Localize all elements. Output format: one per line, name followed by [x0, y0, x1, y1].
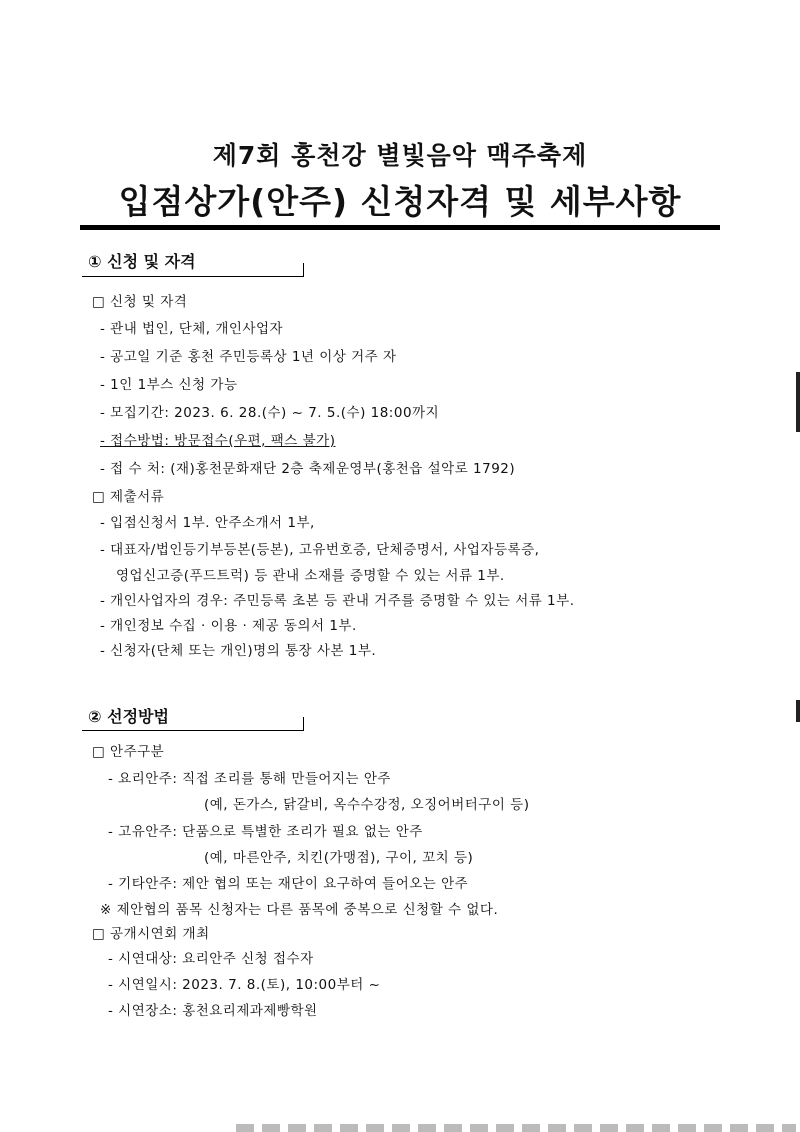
s2-line: - 시연대상: 요리안주 신청 접수자	[108, 951, 314, 967]
s1-line: - 1인 1부스 신청 가능	[100, 377, 238, 393]
s2-line: - 고유안주: 단품으로 특별한 조리가 필요 없는 안주	[108, 824, 423, 840]
s2-line: □ 안주구분	[92, 744, 165, 760]
scan-edge-mark	[796, 372, 800, 432]
s1-line: - 관내 법인, 단체, 개인사업자	[100, 321, 284, 337]
bleed-through-text	[236, 1124, 796, 1132]
document-title: 입점상가(안주) 신청자격 및 세부사항	[118, 182, 682, 221]
s1-line: - 개인사업자의 경우: 주민등록 초본 등 관내 거주를 증명할 수 있는 서류 1부.	[100, 593, 575, 609]
s2-line: - 시연일시: 2023. 7. 8.(토), 10:00부터 ~	[108, 977, 381, 993]
s2-line: - 요리안주: 직접 조리를 통해 만들어지는 안주	[108, 771, 391, 787]
document-subtitle: 제7회 홍천강 별빛음악 맥주축제	[212, 141, 588, 170]
scan-edge-mark	[796, 700, 800, 722]
s1-line-underlined: - 접수방법: 방문접수(우편, 팩스 불가)	[100, 433, 336, 449]
s1-line: - 접 수 처: (재)홍천문화재단 2층 축제운영부(홍천읍 설악로 1792)	[100, 461, 516, 477]
s1-line: - 입점신청서 1부. 안주소개서 1부,	[100, 515, 315, 531]
s1-line: - 공고일 기준 홍천 주민등록상 1년 이상 거주 자	[100, 349, 397, 365]
s1-line: 영업신고증(푸드트럭) 등 관내 소재를 증명할 수 있는 서류 1부.	[116, 568, 505, 584]
s2-line: - 시연장소: 홍천요리제과제빵학원	[108, 1003, 318, 1019]
section2-underline	[82, 730, 304, 731]
s1-line: - 신청자(단체 또는 개인)명의 통장 사본 1부.	[100, 643, 377, 659]
section2-heading: ② 선정방법	[88, 707, 169, 726]
s2-line: (예, 마른안주, 치킨(가맹점), 구이, 꼬치 등)	[204, 850, 474, 866]
s2-line: - 기타안주: 제안 협의 또는 재단이 요구하여 들어오는 안주	[108, 876, 469, 892]
s2-line: (예, 돈가스, 닭갈비, 옥수수강정, 오징어버터구이 등)	[204, 797, 530, 813]
s2-line: □ 공개시연회 개최	[92, 926, 210, 942]
section2-tick	[303, 717, 304, 731]
title-rule	[80, 225, 720, 230]
s1-line: - 대표자/법인등기부등본(등본), 고유번호증, 단체증명서, 사업자등록증,	[100, 542, 540, 558]
s1-line: □ 제출서류	[92, 489, 165, 505]
s1-line: □ 신청 및 자격	[92, 294, 188, 310]
s1-line: - 개인정보 수집 · 이용 · 제공 동의서 1부.	[100, 618, 357, 634]
section1-heading: ① 신청 및 자격	[88, 252, 196, 271]
section1-tick	[303, 263, 304, 277]
s1-line: - 모집기간: 2023. 6. 28.(수) ~ 7. 5.(수) 18:00까지	[100, 405, 440, 421]
section1-underline	[82, 276, 304, 277]
s2-note: ※ 제안협의 품목 신청자는 다른 품목에 중복으로 신청할 수 없다.	[100, 902, 499, 918]
